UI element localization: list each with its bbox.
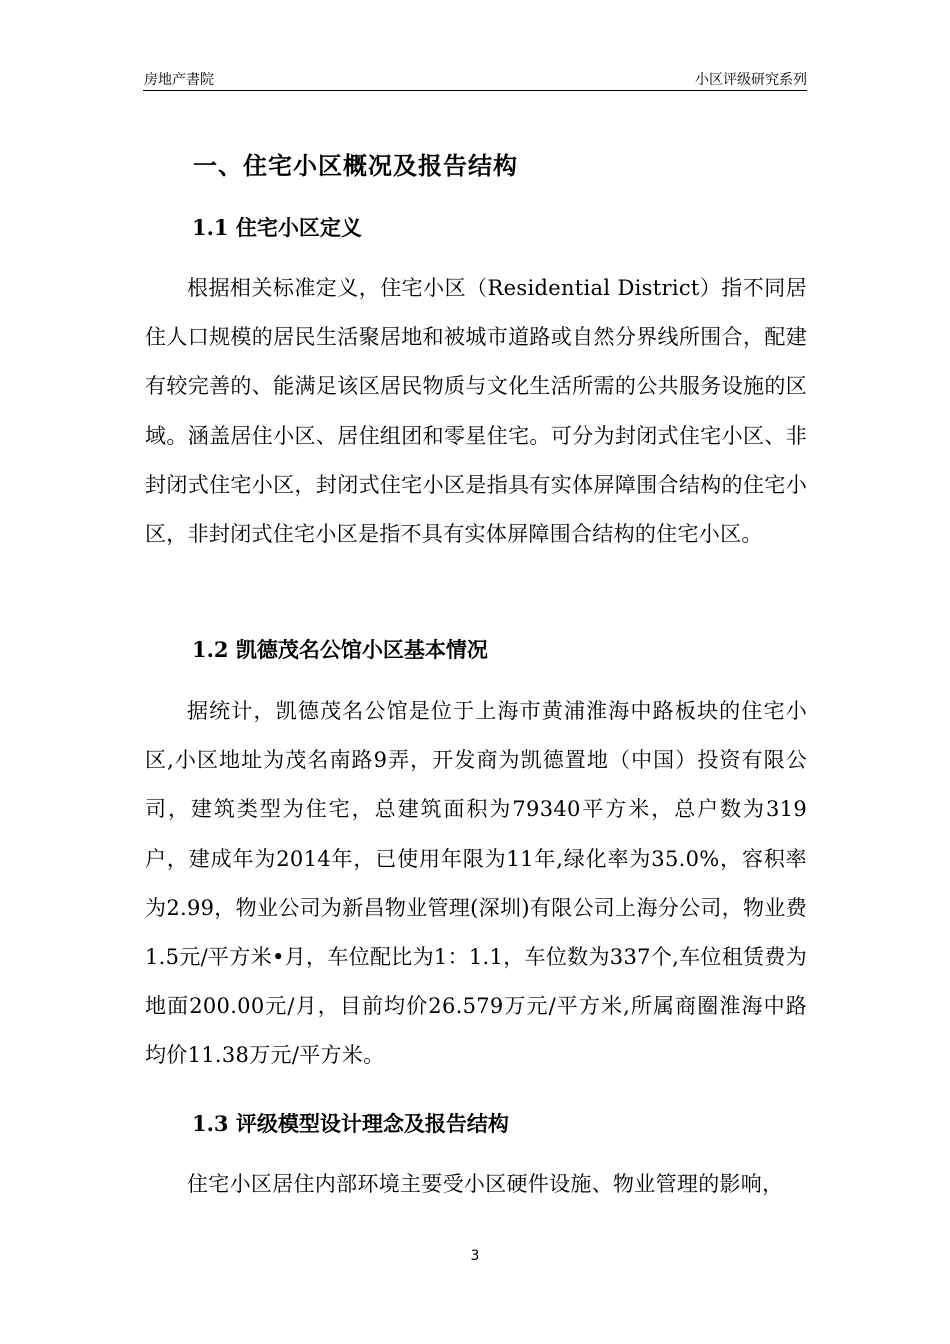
paragraph-basic-info: 据统计，凯德茂名公馆是位于上海市黄浦淮海中路板块的住宅小区,小区地址为茂名南路9弄，开发商为凯德置地（中国）投资有限公司，建筑类型为住宅，总建筑面积为79340平方米，总户数为319户，建成年为2014年，已使用年限为11年,绿化率为35.0%，容积率为2.99，物业公司为新昌物业管理(深圳)有限公司上海分公司，物业费1.5元/平方米•月，车位配比为1：1.1，车位数为337个,车位租赁费为地面200.00元/月，目前均价26.579万元/平方米,所属商圈淮海中路均价11.38万元/平方米。 [145,699,807,1068]
subsection-heading-1-2: 1.2 凯德茂名公馆小区基本情况 [192,637,488,662]
paragraph-definition: 根据相关标准定义，住宅小区（Residential District）指不同居住人口规模的居民生活聚居地和被城市道路或自然分界线所围合，配建有较完善的、能满足该区居民物质与文化生活所需的公共服务设施的区域。涵盖居住小区、居住组团和零星住宅。可分为封闭式住宅小区、非封闭式住宅小区，封闭式住宅小区是指具有实体屏障围合结构的住宅小区，非封闭式住宅小区是指不具有实体屏障围合结构的住宅小区。 [145,276,807,547]
header-series: 小区评级研究系列 [695,72,807,88]
subsection-heading-1-3: 1.3 评级模型设计理念及报告结构 [192,1111,509,1136]
paragraph-model-design: 住宅小区居住内部环境主要受小区硬件设施、物业管理的影响， [187,1172,784,1196]
page-number: 3 [470,1248,480,1264]
header-publisher: 房地产書院 [144,72,214,88]
header-divider [143,90,807,91]
section-title: 一、住宅小区概况及报告结构 [193,151,518,180]
subsection-heading-1-1: 1.1 住宅小区定义 [192,215,362,240]
